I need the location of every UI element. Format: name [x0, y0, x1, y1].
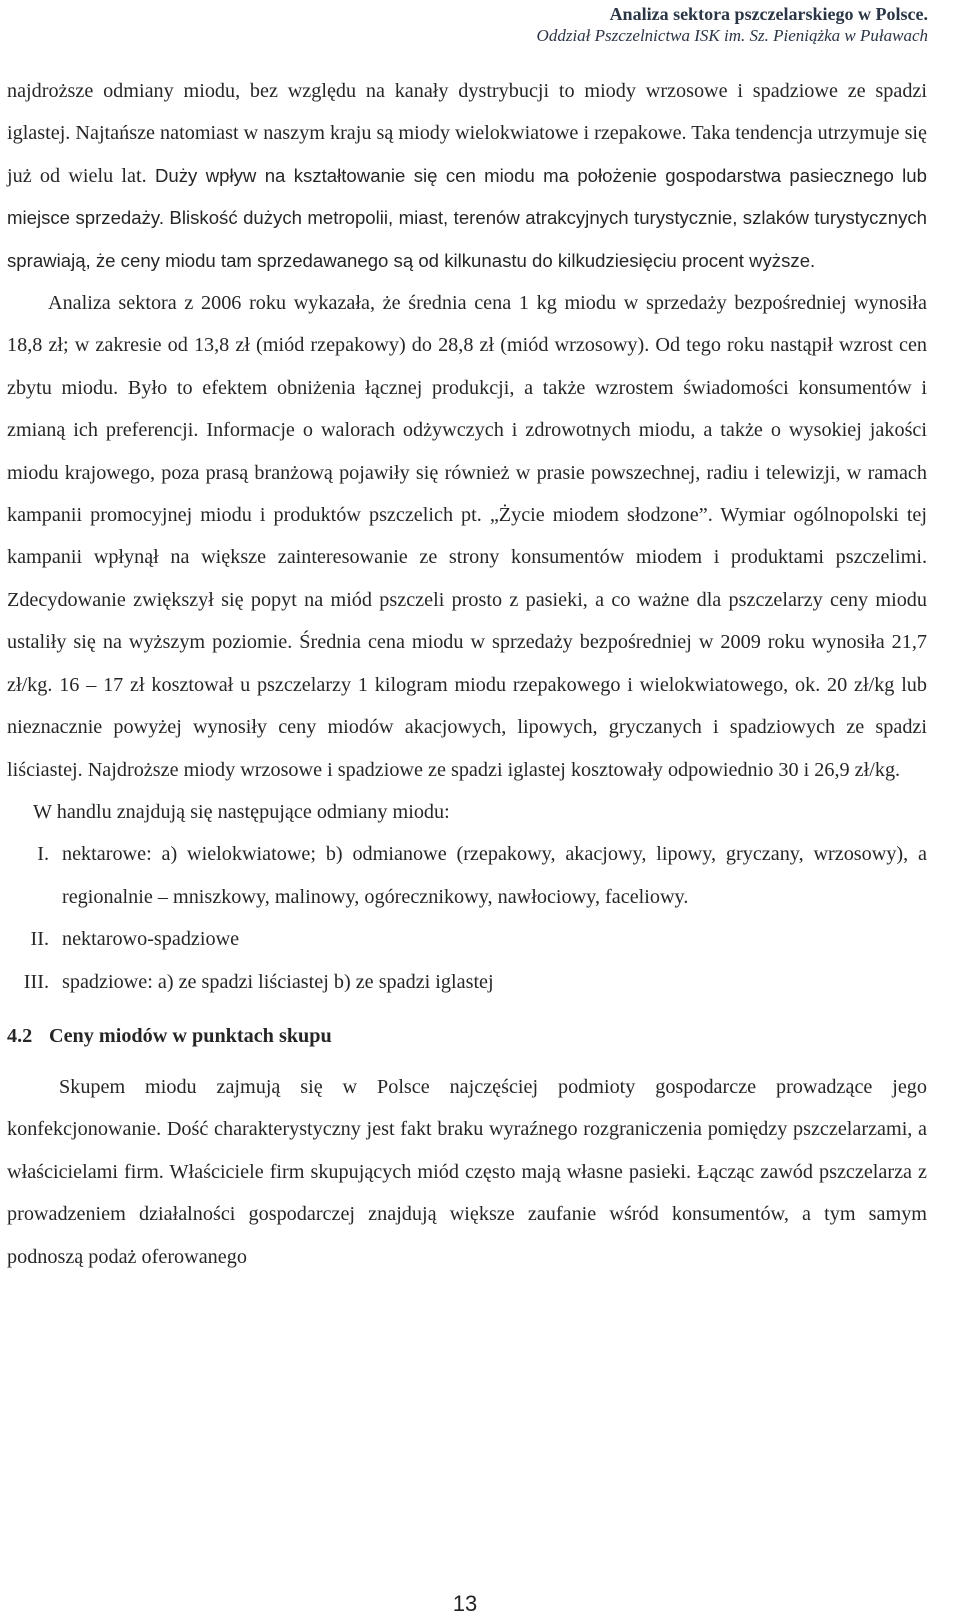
- paragraph-2006-analysis: Analiza sektora z 2006 roku wykazała, że średnia cena 1 kg miodu w sprzedaży bezpośredniej wynosiła 18,8 zł; w zakresie od 13,8 zł (miód rzepakowy) do 28,8 zł (miód wrzosowy). Od tego roku nastąpił wzrost cen zbytu miodu. Było to efektem obniżenia łącznej produkcji, a także wzrostem świadomości konsumentów i zmianą ich preferencji. Informacje o walorach odżywczych i zdrowotnych miodu, a także o wysokiej jakości miodu krajowego, poza prasą branżową pojawiły się również w prasie powszechnej, radiu i telewizji, w ramach kampanii promocyjnej miodu i produktów pszczelich pt. „Życie miodem słodzone”. Wymiar ogólnopolski tej kampanii wpłynął na większe zainteresowanie ze strony konsumentów miodem i produktami pszczelimi. Zdecydowanie zwiększył się popyt na miód pszczeli prosto z pasieki, a co ważne dla pszczelarzy ceny miodu ustaliły się na wyższym poziomie. Średnia cena miodu w sprzedaży bezpośredniej w 2009 roku wynosiła 21,7 zł/kg. 16 – 17 zł kosztował u pszczelarzy 1 kilogram miodu rzepakowego i wielokwiatowego, ok. 20 zł/kg lub nieznacznie powyżej wynosiły ceny miodów akacjowych, lipowych, gryczanych i spadziowych ze spadzi liściastej. Najdroższe miody wrzosowe i spadziowe ze spadzi iglastej kosztowały odpowiednio 30 i 26,9 zł/kg.: [7, 292, 927, 781]
- paragraph-purchase-points: Skupem miodu zajmują się w Polsce najczęściej podmioty gospodarcze prowadzące jego konfekcjonowanie. Dość charakterystyczny jest fakt braku wyraźnego rozgraniczenia pomiędzy pszczelarzami, a właścicielami firm. Właściciele firm skupujących miód często mają własne pasieki. Łącząc zawód pszczelarza z prowadzeniem działalności gospodarczej znajdują większe zaufanie wśród konsumentów, a tym samym podnoszą podaż oferowanego: [7, 1075, 927, 1268]
- section-number: 4.2: [7, 1024, 33, 1047]
- list-item-text: nektarowe: a) wielokwiatowe; b) odmianowe (rzepakowy, akacjowy, lipowy, gryczany, wrzosowy), a regionalnie – mniszkowy, malinowy, ogórecznikowy, nawłociowy, faceliowy.: [62, 843, 927, 908]
- paragraph-sans-part: Duży wpływ na kształtowanie się cen miodu ma położenie gospodarstwa pasiecznego lub miejsce sprzedaży. Bliskość dużych metropolii, miast, terenów atrakcyjnych turystycznie, szlaków turystycznych sprawiają, że ceny miodu tam sprzedawanego są od kilkunastu do kilkudziesięciu procent wyższe.: [7, 164, 927, 271]
- varieties-intro: W handlu znajdują się następujące odmiany miodu:: [33, 800, 450, 823]
- honey-varieties-list: [7, 833, 927, 1003]
- list-item-text: nektarowo-spadziowe: [62, 928, 240, 951]
- section-heading: [7, 1015, 927, 1057]
- header-title: Analiza sektora pszczelarskiego w Polsce.: [609, 4, 928, 24]
- section-title: Ceny miodów w punktach skupu: [49, 1024, 332, 1047]
- paragraph-prices-tendency: [7, 70, 927, 282]
- list-item-number: II.: [30, 928, 49, 951]
- list-item-text: spadziowe: a) ze spadzi liściastej b) ze spadzi iglastej: [62, 970, 494, 993]
- list-item: [7, 961, 927, 1003]
- list-item: [7, 918, 927, 960]
- list-item-number: I.: [37, 843, 49, 866]
- paragraph-serif-part: najdroższe odmiany miodu, bez względu na kanały dystrybucji to miody wrzosowe i spadziowe ze spadzi iglastej. Najtańsze natomiast w naszym kraju są miody wielokwiatowe i rzepakowe. Taka tendencja utrzymuje się już od wielu lat.: [7, 80, 927, 187]
- page-number: 13: [452, 1591, 478, 1616]
- list-item: [7, 833, 927, 918]
- list-item-number: III.: [23, 970, 49, 993]
- header-subtitle: Oddział Pszczelnictwa ISK im. Sz. Pieniążka w Puławach: [536, 26, 928, 45]
- running-header: [537, 4, 928, 46]
- page-body: [7, 70, 927, 1278]
